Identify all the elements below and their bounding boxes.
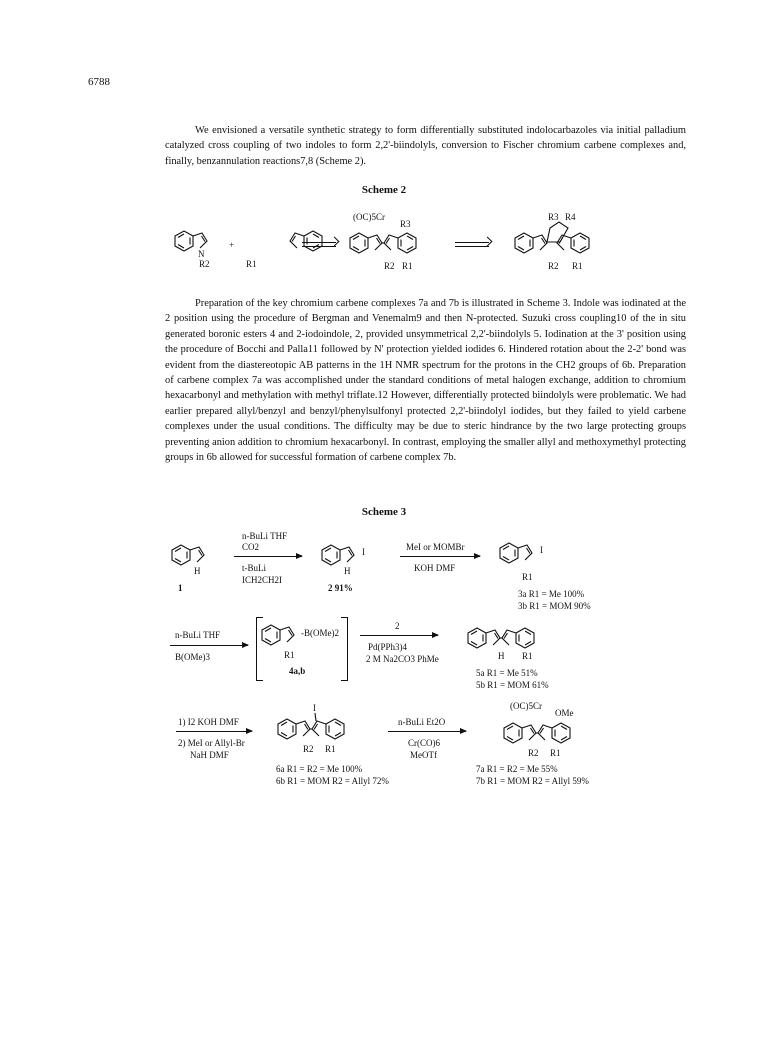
cpd-1-label: 1 [178, 583, 183, 593]
body-text: Preparation of the key chromium carbene complexes 7a and 7b is illustrated in Scheme 3. Indole was iodinated at the 2 position using the procedure of Bergman and Venemalm9 and then N-protected. Suzuki cross coupling10 of the in situ generated boronic esters 4 and 2-iodoindole, 2, provided unsymmetrical 2,2'-biindolyls 5. Iodination at the 3' position using the procedure of Bocchi and Palla11 followed by N' protection yielded iodides 6. Hindered rotation about the 2-2' bond was evident from the diastereotopic AB patterns in the 1H NMR spectrum for the protons in the CH2 groups of 6b. Preparation of carbene complex 7a was accomplished under the standard conditions of metal halogen exchange, addition to chromium hexacarbonyl and methylation with methyl triflate.12 However, differentially protected biindolyls were problematic. We had earlier prepared allyl/benzyl and benzyl/phenylsulfonyl protected 2,2'-biindolyl iodides, but they failed to yield carbene complexes under the usual conditions. The difficulty may be due to steric hindrance by the two large protecting groups preventing anion addition to chromium hexacarbonyl. In contrast, employing the smaller allyl and methoxymethyl protecting groups in 6b allowed for successful formation of carbene complex 7b. [165, 298, 686, 464]
r4-label: R4 [565, 212, 576, 222]
h-label-2: H [344, 566, 351, 576]
cpd-3b-label: 3b R1 = MOM 90% [518, 601, 591, 611]
r1-reagent-bottom-1: t-BuLi [242, 563, 266, 573]
h-label: H [194, 566, 201, 576]
row2-reagent-bottom: B(OMe)3 [175, 652, 210, 662]
r3-label: R3 [400, 219, 411, 229]
indole-1 [172, 540, 212, 570]
cpd-7a-label: 7a R1 = R2 = Me 55% [476, 764, 558, 774]
arrow-1 [234, 556, 302, 557]
r1-reagent-bottom-2: ICH2CH2I [242, 575, 282, 585]
cpd-6b-label: 6b R1 = MOM R2 = Allyl 72% [276, 776, 389, 786]
i-label-3: I [540, 545, 543, 555]
r3c-label: R3 [548, 212, 559, 222]
scheme2-arrow-1 [302, 242, 336, 247]
coupling-2: 2 [395, 621, 400, 631]
cr-label-7: (OC)5Cr [510, 701, 542, 711]
r2-label-c: R2 [548, 261, 559, 271]
cpd-5b-label: 5b R1 = MOM 61% [476, 680, 549, 690]
scheme2-title: Scheme 2 [361, 184, 407, 196]
row3-reagent-1: 1) I2 KOH DMF [178, 717, 239, 727]
coupling-na2co3: 2 M Na2CO3 PhMe [366, 654, 439, 664]
iodoindole-3 [500, 538, 540, 568]
boronic-label: -B(OMe)2 [301, 628, 339, 638]
iodobiindolyl-6 [278, 714, 368, 744]
r1-reagent-top-2: CO2 [242, 542, 260, 552]
row3-reagent-crco6: Cr(CO)6 [408, 738, 440, 748]
row3-reagent-3: NaH DMF [190, 750, 229, 760]
row2-reagent-top: n-BuLi THF [175, 630, 221, 640]
r1-label-7: R1 [550, 748, 561, 758]
scheme2-biindolyl [350, 228, 440, 258]
scheme2-arrow-2 [455, 242, 489, 247]
i-label-6: I [313, 703, 316, 713]
r1-label-3: R1 [522, 572, 533, 582]
cpd-5a-label: 5a R1 = Me 51% [476, 668, 538, 678]
arrow-5 [176, 731, 252, 732]
r1-label-b: R1 [402, 261, 413, 271]
i-label: I [362, 547, 365, 557]
r1-label-4: R1 [284, 650, 295, 660]
cpd-3a-label: 3a R1 = Me 100% [518, 589, 585, 599]
r2-label: R2 [199, 259, 210, 269]
scheme3-title: Scheme 3 [361, 506, 407, 518]
carbene-complex-7 [504, 718, 594, 748]
cpd-6a-label: 6a R1 = R2 = Me 100% [276, 764, 363, 774]
scheme2-indole-a [175, 226, 215, 256]
body-paragraph [165, 296, 686, 465]
reagent-koh: KOH DMF [414, 563, 456, 573]
h-label-5: H [498, 651, 505, 661]
iodoindole-2 [322, 540, 362, 570]
row3-reagent-meotf: MeOTf [410, 750, 437, 760]
arrow-6 [388, 731, 466, 732]
r2-label-6: R2 [303, 744, 314, 754]
scheme2-indolocarbazole [515, 222, 605, 258]
intro-text: We envisioned a versatile synthetic strategy to form differentially substituted indolocarbazoles via initial palladium catalyzed cross coupling of two indoles to form 2,2'-biindolyls, conversion to Fischer chromium carbene complexes and, finally, benzannulation reactions7,8 (Scheme 2). [165, 125, 686, 167]
boronic-ester-4 [262, 620, 302, 650]
page-number: 6788 [88, 76, 110, 88]
row3-reagent-buli: n-BuLi Et2O [398, 717, 446, 727]
arrow-4 [360, 635, 438, 636]
reagent-meI: MeI or MOMBr [406, 542, 465, 552]
scheme2-indole-b [282, 226, 322, 256]
ome-label: OMe [555, 708, 574, 718]
cpd-4-label: 4a,b [289, 666, 306, 676]
r1-reagent-top-1: n-BuLi THF [242, 531, 288, 541]
biindolyl-5 [468, 623, 558, 653]
r1-label-6: R1 [325, 744, 336, 754]
cpd-7b-label: 7b R1 = MOM R2 = Allyl 59% [476, 776, 589, 786]
n-label: N [198, 249, 205, 259]
r2-label-b: R2 [384, 261, 395, 271]
cr-label: (OC)5Cr [353, 212, 385, 222]
r1-label-5: R1 [522, 651, 533, 661]
plus-sign: + [229, 240, 235, 250]
r2-label-7: R2 [528, 748, 539, 758]
r1-label: R1 [246, 259, 257, 269]
arrow-3 [170, 645, 248, 646]
intro-paragraph [165, 123, 686, 169]
coupling-pd: Pd(PPh3)4 [368, 642, 408, 652]
row3-reagent-2: 2) MeI or Allyl-Br [178, 738, 245, 748]
cpd-2-label: 2 91% [328, 583, 353, 593]
arrow-2 [400, 556, 480, 557]
r1-label-c: R1 [572, 261, 583, 271]
